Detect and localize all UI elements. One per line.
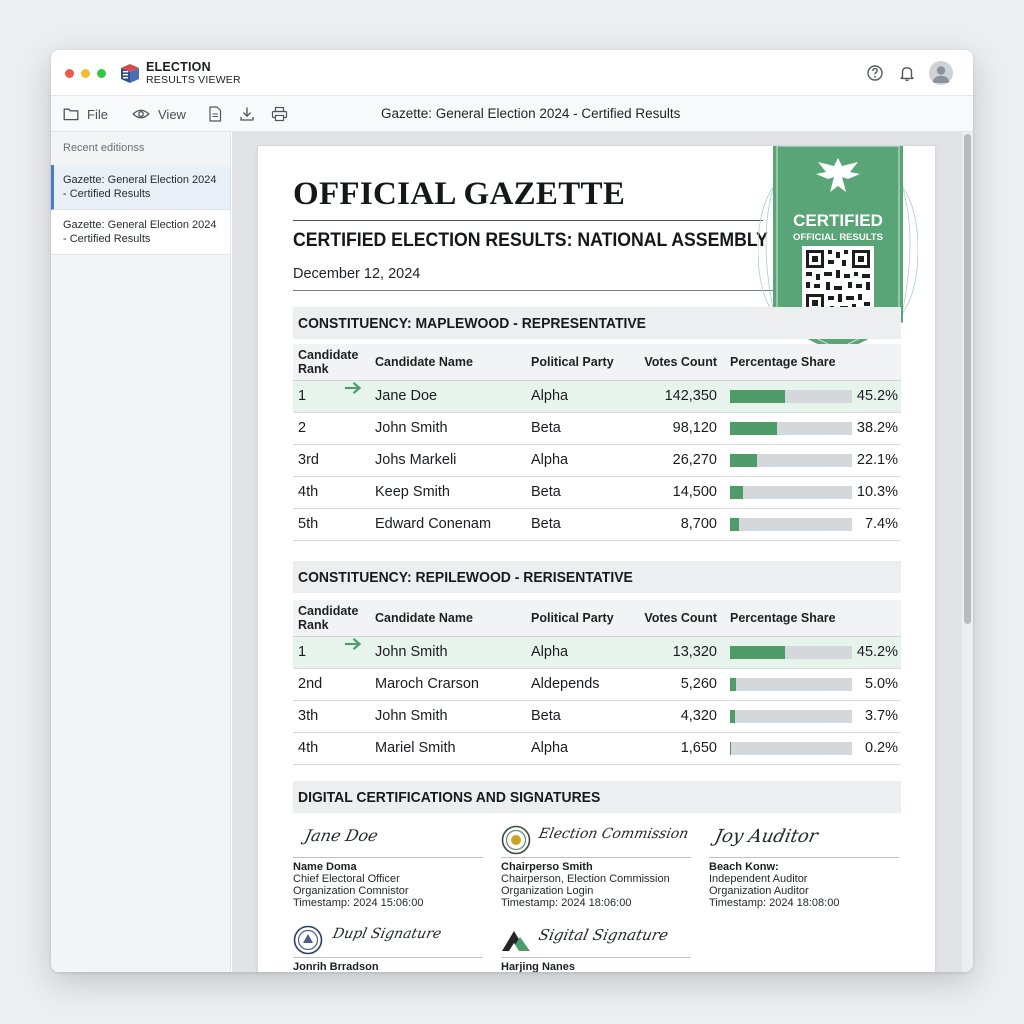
rank-cell	[293, 732, 370, 764]
bell-icon[interactable]	[897, 63, 917, 83]
minimize-window-button[interactable]	[81, 69, 90, 78]
signature-block	[709, 822, 899, 909]
scrollbar-thumb[interactable]	[964, 134, 971, 624]
ballot-box-icon	[119, 61, 141, 85]
signature-block	[501, 822, 691, 909]
party-cell: Beta	[526, 700, 629, 732]
download-button[interactable]	[239, 96, 255, 132]
handwritten-signature: Election Commission	[537, 826, 690, 842]
signer-name: Chairperso Smith	[501, 861, 593, 873]
results-table-body	[293, 380, 901, 540]
app-window	[51, 50, 973, 972]
rank-cell	[293, 412, 370, 444]
eye-icon	[132, 107, 150, 121]
sidebar	[51, 132, 231, 972]
rank-value: 2	[298, 420, 307, 436]
share-cell	[725, 636, 901, 668]
rank-cell	[293, 476, 370, 508]
share-percent: 0.2%	[864, 740, 898, 757]
column-header-party: Political Party	[526, 600, 629, 636]
title-bar	[51, 50, 973, 96]
signer-role: Independent Auditor	[709, 873, 808, 885]
signature-image	[293, 922, 483, 958]
gazette-page	[258, 146, 935, 972]
signature-timestamp: Timestamp: 2024 18:08:00	[709, 897, 840, 909]
winner-arrow-icon	[344, 381, 362, 395]
share-bar	[730, 422, 852, 435]
share-bar-fill	[730, 710, 735, 723]
share-percent: 10.3%	[856, 484, 898, 501]
handwritten-signature: Sigital Signature	[537, 926, 670, 944]
signer-organization: Organization Comnistor	[293, 885, 409, 897]
share-cell	[725, 412, 901, 444]
table-row	[293, 508, 901, 540]
votes-cell: 1,650	[629, 732, 725, 764]
view-menu-label: View	[158, 106, 186, 122]
handwritten-signature: Joy Auditor	[712, 826, 820, 847]
section-title: CONSTITUENCY: REPILEWOOD - RERISENTATIVE	[298, 569, 633, 586]
vertical-scrollbar[interactable]	[962, 132, 973, 972]
official-seal-icon	[293, 925, 323, 955]
votes-cell: 14,500	[629, 476, 725, 508]
share-cell	[725, 444, 901, 476]
file-menu-button[interactable]	[63, 96, 108, 132]
share-percent: 38.2%	[856, 420, 898, 437]
table-row	[293, 444, 901, 476]
column-header-rank: Candidate Rank	[293, 600, 370, 636]
signature-block	[293, 922, 483, 972]
rank-cell	[293, 380, 370, 412]
folder-icon	[63, 107, 79, 121]
close-window-button[interactable]	[65, 69, 74, 78]
share-bar	[730, 742, 852, 755]
party-cell: Aldepends	[526, 668, 629, 700]
rank-cell	[293, 636, 370, 668]
user-icon	[929, 61, 953, 85]
table-row-winner	[293, 380, 901, 412]
signer-name: Harjing Nanes	[501, 961, 575, 972]
candidate-name-cell: Mariel Smith	[370, 732, 526, 764]
share-percent: 7.4%	[864, 516, 898, 533]
column-header-votes: Votes Count	[629, 344, 725, 380]
table-row-winner	[293, 636, 901, 668]
party-cell: Beta	[526, 508, 629, 540]
share-bar-fill	[730, 486, 743, 499]
rank-cell	[293, 508, 370, 540]
party-cell: Alpha	[526, 380, 629, 412]
signature-image	[501, 822, 691, 858]
share-bar-fill	[730, 454, 757, 467]
signature-image	[709, 822, 899, 858]
signature-timestamp: Timestamp: 2024 18:06:00	[501, 897, 632, 909]
handwritten-signature: Dupl Signature	[331, 926, 443, 942]
results-table	[293, 344, 901, 541]
share-bar-fill	[730, 678, 736, 691]
document-button[interactable]	[208, 96, 222, 132]
maximize-window-button[interactable]	[97, 69, 106, 78]
certifications-title-bar	[293, 781, 901, 813]
party-cell: Alpha	[526, 444, 629, 476]
share-bar-fill	[730, 422, 777, 435]
signature-timestamp: Timestamp: 2024 15:06:00	[293, 897, 424, 909]
signer-role: Chairperson, Election Commission	[501, 873, 670, 885]
printer-icon	[271, 106, 288, 122]
share-cell	[725, 508, 901, 540]
share-cell	[725, 668, 901, 700]
table-row	[293, 476, 901, 508]
view-menu-button[interactable]	[132, 96, 186, 132]
share-bar	[730, 454, 852, 467]
table-header-row	[293, 600, 901, 636]
column-header-party: Political Party	[526, 344, 629, 380]
gazette-date: December 12, 2024	[293, 266, 421, 282]
rank-value: 3th	[298, 708, 319, 724]
votes-cell: 142,350	[629, 380, 725, 412]
share-cell	[725, 380, 901, 412]
app-name-line2: RESULTS VIEWER	[146, 74, 241, 86]
rank-value: 5th	[298, 516, 319, 532]
rank-value: 1	[298, 644, 307, 660]
signer-role: Chief Electoral Officer	[293, 873, 400, 885]
party-cell: Alpha	[526, 636, 629, 668]
share-bar-fill	[730, 646, 785, 659]
share-percent: 22.1%	[856, 452, 898, 469]
share-bar	[730, 518, 852, 531]
rank-value: 3rd	[298, 452, 319, 468]
table-row	[293, 700, 901, 732]
certifications-title: DIGITAL CERTIFICATIONS AND SIGNATURES	[298, 789, 601, 806]
share-percent: 45.2%	[856, 388, 898, 405]
share-bar	[730, 646, 852, 659]
party-cell: Alpha	[526, 732, 629, 764]
candidate-name-cell: John Smith	[370, 636, 526, 668]
signer-organization: Organization Login	[501, 885, 594, 897]
share-percent: 5.0%	[864, 676, 898, 693]
results-table-body	[293, 636, 901, 764]
column-header-name: Candidate Name	[370, 344, 526, 380]
rank-value: 1	[298, 388, 307, 404]
sidebar-heading: Recent editionss	[63, 142, 145, 154]
share-cell	[725, 732, 901, 764]
toolbar	[51, 96, 973, 132]
share-bar	[730, 710, 852, 723]
results-table	[293, 600, 901, 765]
rank-value: 4th	[298, 740, 319, 756]
badge-subtitle: OFFICIAL RESULTS	[793, 232, 883, 243]
table-row	[293, 412, 901, 444]
signer-name: Beach Konw:	[709, 861, 779, 873]
candidate-name-cell: Jane Doe	[370, 380, 526, 412]
sidebar-item-edition-2[interactable]: Gazette: General Election 2024 - Certified Results	[51, 210, 230, 255]
signer-name: Jonrih Brradson	[293, 961, 379, 972]
share-bar	[730, 486, 852, 499]
party-cell: Beta	[526, 412, 629, 444]
rank-value: 4th	[298, 484, 319, 500]
candidate-name-cell: John Smith	[370, 412, 526, 444]
votes-cell: 98,120	[629, 412, 725, 444]
section-title-bar	[293, 561, 901, 593]
column-header-share: Percentage Share	[725, 344, 901, 380]
document-title: Gazette: General Election 2024 - Certified Results	[381, 106, 681, 121]
signer-organization: Organization Auditor	[709, 885, 809, 897]
document-icon	[208, 106, 222, 122]
signer-name: Name Doma	[293, 861, 357, 873]
winner-arrow-icon	[344, 637, 362, 651]
handwritten-signature: Jane Doe	[302, 826, 380, 845]
badge-title: CERTIFIED	[793, 211, 883, 230]
party-cell: Beta	[526, 476, 629, 508]
table-row	[293, 668, 901, 700]
share-bar	[730, 390, 852, 403]
help-icon[interactable]	[865, 63, 885, 83]
candidate-name-cell: Edward Conenam	[370, 508, 526, 540]
votes-cell: 26,270	[629, 444, 725, 476]
share-bar-fill	[730, 518, 739, 531]
share-percent: 3.7%	[864, 708, 898, 725]
file-menu-label: File	[87, 106, 108, 122]
rank-value: 2nd	[298, 676, 323, 692]
signature-block	[293, 822, 483, 909]
column-header-name: Candidate Name	[370, 600, 526, 636]
share-cell	[725, 700, 901, 732]
download-icon	[239, 106, 255, 122]
column-header-votes: Votes Count	[629, 600, 725, 636]
candidate-name-cell: Maroch Crarson	[370, 668, 526, 700]
header-divider	[293, 290, 773, 291]
user-avatar[interactable]	[929, 61, 953, 85]
rank-cell	[293, 444, 370, 476]
commission-seal-icon	[501, 825, 531, 855]
votes-cell: 13,320	[629, 636, 725, 668]
title-divider	[293, 220, 763, 221]
share-percent: 45.2%	[856, 644, 898, 661]
section-title: CONSTITUENCY: MAPLEWOOD - REPRESENTATIVE	[298, 315, 646, 332]
column-header-rank: Candidate Rank	[293, 344, 370, 380]
votes-cell: 4,320	[629, 700, 725, 732]
rank-cell	[293, 700, 370, 732]
mountain-logo-icon	[501, 925, 531, 955]
app-name	[146, 61, 241, 86]
section-title-bar	[293, 307, 901, 339]
signature-block	[501, 922, 691, 972]
votes-cell: 5,260	[629, 668, 725, 700]
document-viewer[interactable]	[232, 132, 973, 972]
candidate-name-cell: Keep Smith	[370, 476, 526, 508]
share-bar	[730, 678, 852, 691]
gazette-subtitle: CERTIFIED ELECTION RESULTS: NATIONAL ASSEMBLY	[293, 230, 768, 251]
table-row	[293, 732, 901, 764]
share-cell	[725, 476, 901, 508]
votes-cell: 8,700	[629, 508, 725, 540]
signature-image	[501, 922, 691, 958]
rank-cell	[293, 668, 370, 700]
candidate-name-cell: John Smith	[370, 700, 526, 732]
candidate-name-cell: Johs Markeli	[370, 444, 526, 476]
column-header-share: Percentage Share	[725, 600, 901, 636]
gazette-title: OFFICIAL GAZETTE	[293, 176, 626, 212]
sidebar-item-edition-1[interactable]: Gazette: General Election 2024 - Certified Results	[51, 165, 230, 210]
share-bar-fill	[730, 390, 785, 403]
table-header-row	[293, 344, 901, 380]
signature-image	[293, 822, 483, 858]
app-name-line1: ELECTION	[146, 60, 211, 74]
print-button[interactable]	[271, 96, 288, 132]
